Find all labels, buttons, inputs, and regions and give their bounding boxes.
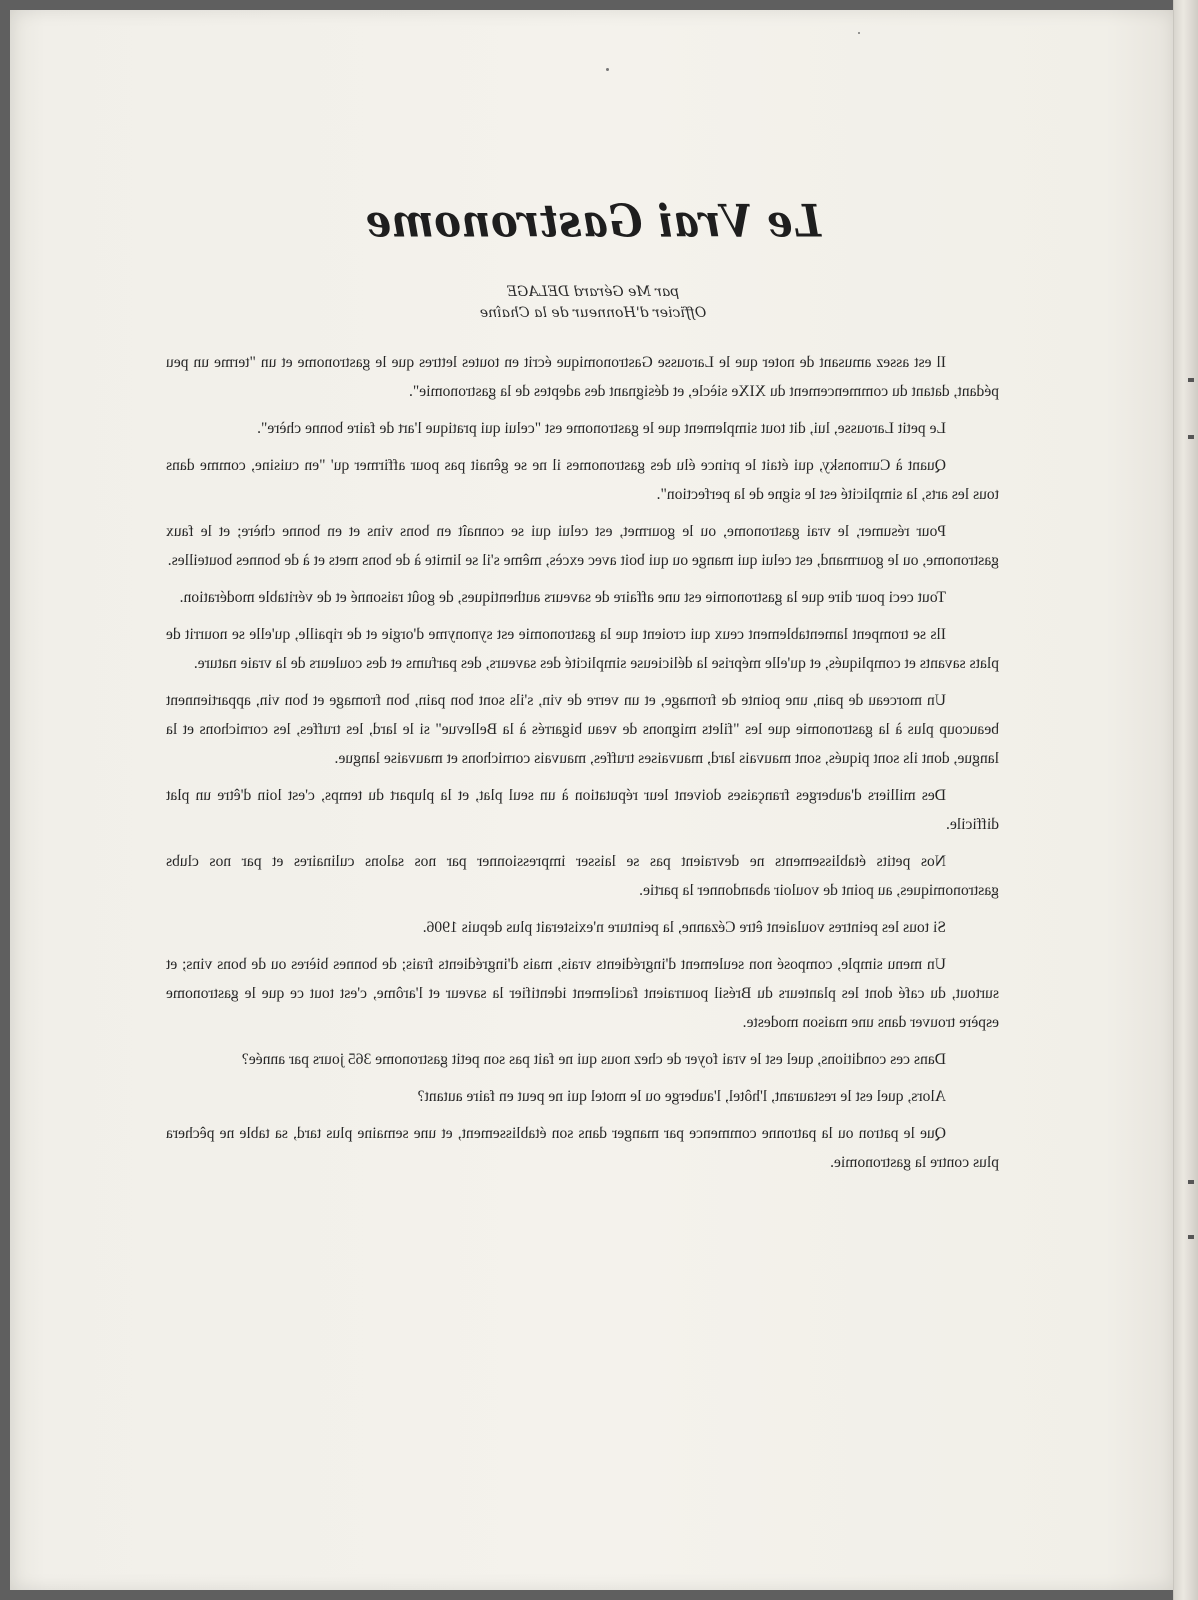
article-title: Le Vrai Gastronome <box>365 195 822 248</box>
paragraph-2: Le petit Larousse, lui, dit tout simplement que le gastronome est "celui qui pratique l'art de faire bonne chère". <box>257 420 946 437</box>
paragraph-11: Un menu simple, composé non seulement d'ingrédients vrais, mais d'ingrédients frais; de bonnes bières ou de bons vins; et surtout, du café dont les planteurs du Brésil pourraient facilement identifier la saveur et l'arôme, c'est tout ce que le gastronome espère trouver dans une maison modeste. <box>166 956 999 1031</box>
paper-speck <box>858 32 860 34</box>
author-role: Officier d'Honneur de la Chaîne <box>479 305 707 321</box>
paragraph-5: Tout ceci pour dire que la gastronomie est une affaire de saveurs authentiques, de goût raisonné et de véritable modération. <box>179 589 946 606</box>
paragraph-4: Pour résumer, le vrai gastronome, ou le gourmet, est celui qui se connaît en bons vins et en bonne chère; et le faux gastronome, ou le gourmand, est celui qui mange ou qui boit avec excès, même s'il se limite à de bons mets et à de bonnes bouteilles. <box>166 523 999 569</box>
binding-mark <box>1188 1180 1194 1184</box>
paragraph-14: Que le patron ou la patronne commence par manger dans son établissement, et une semaine plus tard, sa table ne pêchera plus contre la gastronomie. <box>166 1125 999 1171</box>
mirrored-text-block <box>10 10 1176 1590</box>
paragraph-3: Quant à Curnonsky, qui était le prince élu des gastronomes il ne se gênait pas pour affirmer qu' "en cuisine, comme dans tous les arts, la simplicité est le signe de la perfection". <box>166 457 999 503</box>
paragraph-13: Alors, quel est le restaurant, l'hôtel, l'auberge ou le motel qui ne peut en faire autant? <box>417 1088 946 1105</box>
binding-mark <box>1188 435 1194 439</box>
article-body <box>166 348 999 1185</box>
paper-speck <box>606 68 609 71</box>
byline <box>10 282 1176 324</box>
binding-mark <box>1188 378 1194 382</box>
paragraph-7: Un morceau de pain, une pointe de fromage, et un verre de vin, s'ils sont bon pain, bon fromage et bon vin, appartiennent beaucoup plus à la gastronomie que les "filets mignons de veau bigarrés à la Bellevue" si le lard, les truffes, les cornichons et la langue, dont ils sont piqués, sont mauvais lard, mauvaises truffes, mauvais cornichons et mauvaise langue. <box>166 692 999 767</box>
paragraph-1: Il est assez amusant de noter que le Larousse Gastronomique écrit en toutes lettres que le gastronome et un "terme un peu pédant, datant du commencement du XIXe siècle, et désignant des adeptes de la gastronomie". <box>166 354 999 400</box>
binding-mark <box>1188 1235 1194 1239</box>
paragraph-12: Dans ces conditions, quel est le vrai foyer de chez nous qui ne fait pas son petit gastronome 365 jours par année? <box>241 1051 946 1068</box>
paragraph-6: Ils se trompent lamentablement ceux qui croient que la gastronomie est synonyme d'orgie et de ripaille, qu'elle se nourrit de plats savants et compliqués, et qu'elle méprise la délicieuse simplicité des saveurs, des parfums et des couleurs de la vraie nature. <box>166 626 999 672</box>
page-edge-strip <box>1173 0 1198 1600</box>
paragraph-10: Si tous les peintres voulaient être Cézanne, la peinture n'existerait plus depuis 1906. <box>422 919 946 936</box>
author-line: par Me Gérard DELAGE <box>506 284 680 300</box>
paper-sheet <box>10 10 1176 1590</box>
paragraph-8: Des milliers d'auberges françaises doivent leur réputation à un seul plat, et la plupart du temps, c'est loin d'être un plat difficile. <box>166 787 999 833</box>
paragraph-9: Nos petits établissements ne devraient pas se laisser impressionner par nos salons culinaires et par nos clubs gastronomiques, au point de vouloir abandonner la partie. <box>166 853 999 899</box>
